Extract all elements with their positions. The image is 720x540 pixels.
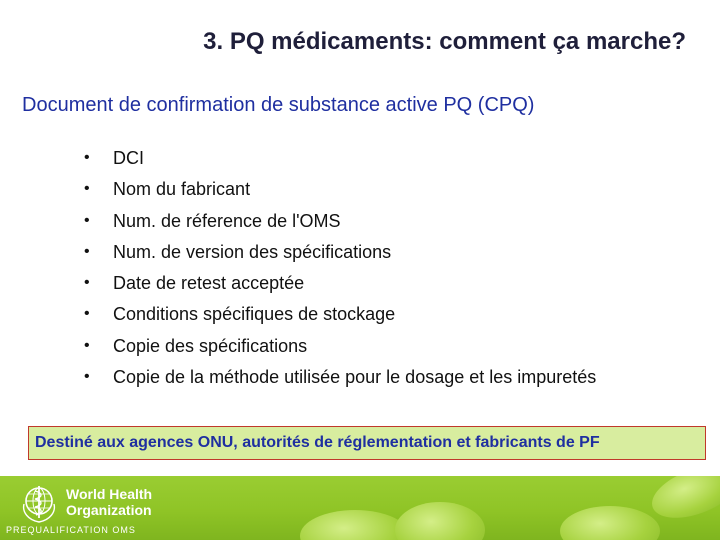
decorative-pill	[395, 502, 485, 540]
bullet-marker: •	[84, 242, 90, 260]
slide-subtitle: Document de confirmation de substance active PQ (CPQ)	[22, 94, 535, 116]
bullet-marker: •	[84, 368, 90, 386]
bullet-marker: •	[84, 149, 90, 166]
bullet-list	[84, 144, 596, 394]
bullet-marker: •	[84, 336, 90, 354]
list-item-text: DCI	[113, 148, 144, 168]
list-item	[84, 238, 596, 269]
decorative-pill	[300, 510, 410, 540]
list-item	[84, 207, 596, 238]
list-item	[84, 144, 596, 175]
bullet-marker: •	[84, 305, 90, 323]
list-item	[84, 363, 596, 394]
list-item-text: Date de retest acceptée	[113, 273, 305, 294]
program-label: PREQUALIFICATION OMS	[6, 525, 136, 535]
audience-callout: Destiné aux agences ONU, autorités de réglementation et fabricants de PF	[28, 426, 706, 460]
list-item	[84, 175, 596, 206]
org-name-line1: World Health	[66, 486, 153, 502]
list-item	[84, 300, 596, 331]
list-item-text: Copie de la méthode utilisée pour le dosage et les impuretés	[113, 367, 597, 388]
bullet-marker: •	[84, 211, 90, 229]
bullet-marker: •	[84, 274, 90, 292]
bullet-marker: •	[84, 180, 90, 198]
list-item-text: Num. de réference de l'OMS	[113, 210, 341, 231]
list-item-text: Copie des spécifications	[113, 335, 308, 356]
list-item-text: Conditions spécifiques de stockage	[113, 304, 396, 325]
decorative-pill	[560, 506, 660, 540]
decorative-pill	[645, 476, 720, 528]
list-item-text: Num. de version des spécifications	[113, 241, 392, 262]
slide-title: 3. PQ médicaments: comment ça marche?	[203, 28, 686, 55]
list-item-text: Nom du fabricant	[113, 179, 251, 200]
list-item	[84, 332, 596, 363]
who-emblem-icon	[18, 482, 60, 524]
org-name-line2: Organization	[66, 502, 152, 518]
footer-banner	[0, 476, 720, 540]
list-item	[84, 269, 596, 300]
